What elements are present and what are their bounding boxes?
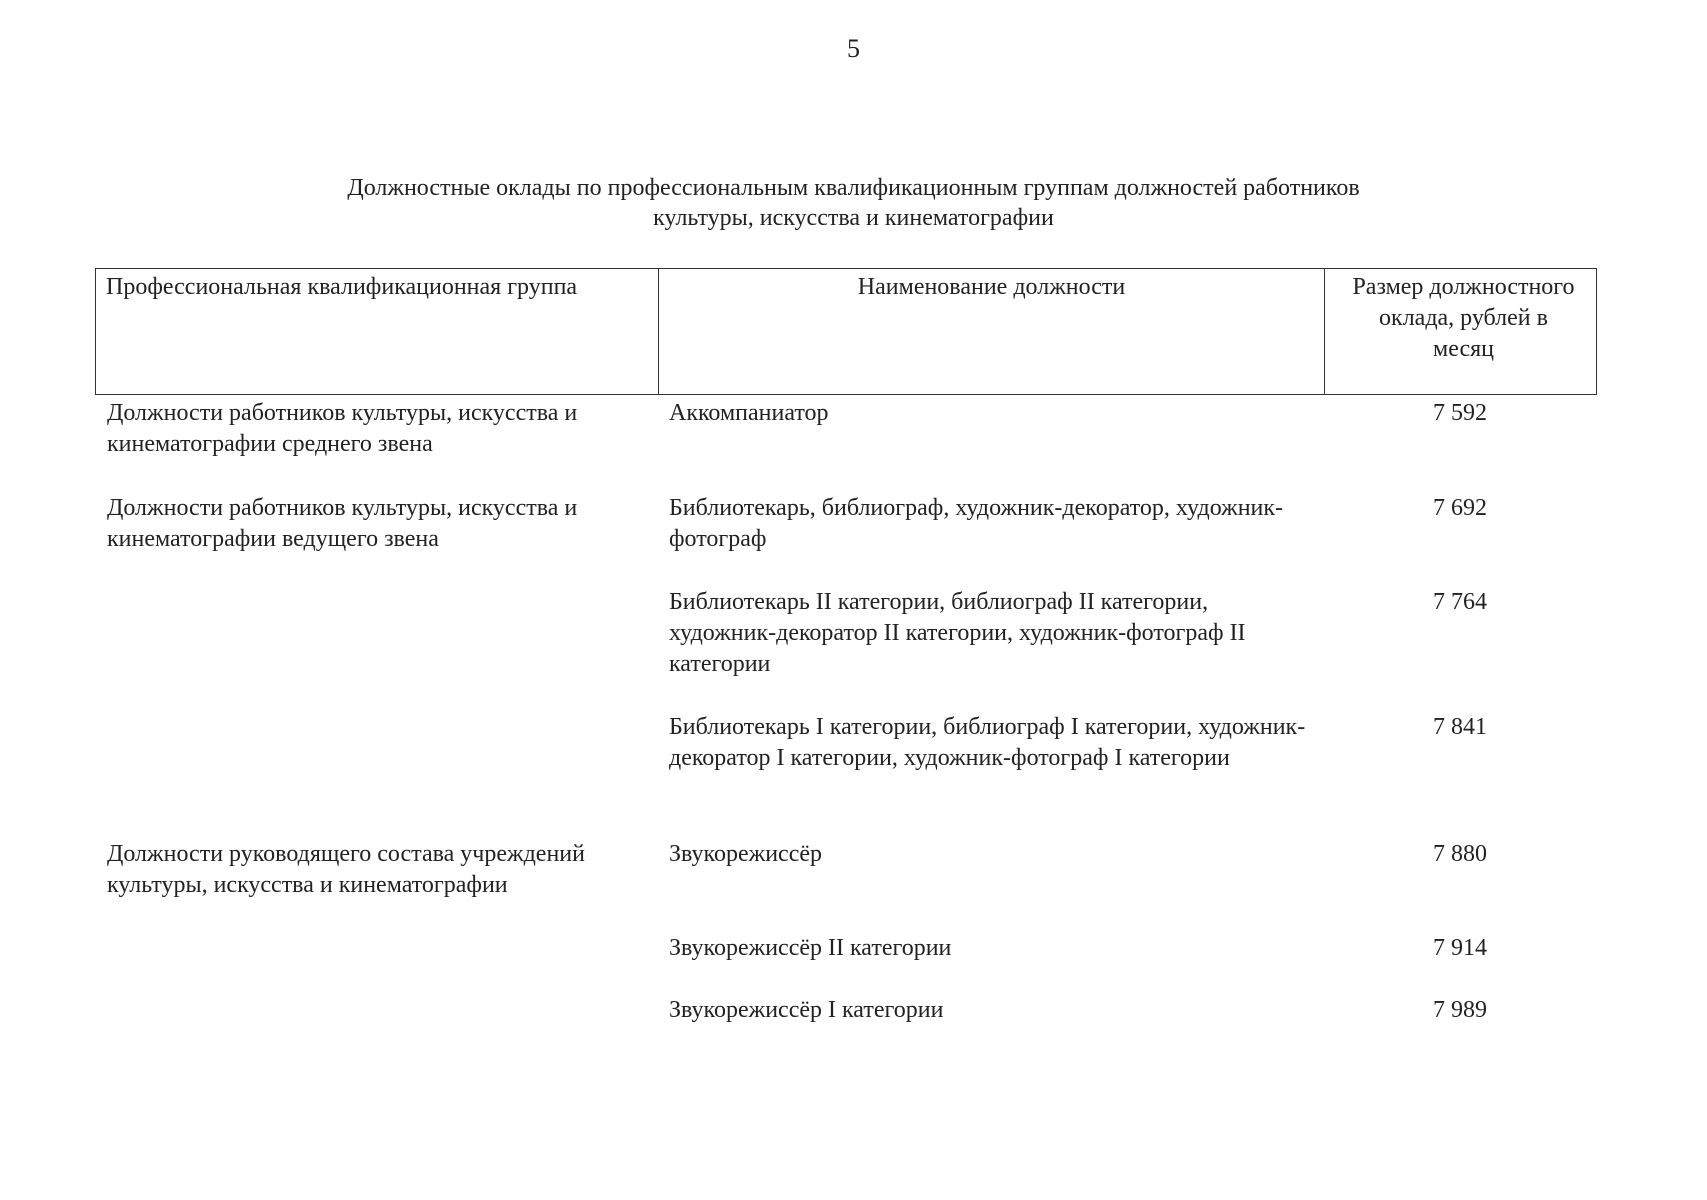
salary-value: 7 692 bbox=[1433, 495, 1487, 521]
page-number: 5 bbox=[847, 34, 860, 63]
document-title bbox=[0, 173, 1707, 233]
position-name: Аккомпаниатор bbox=[669, 400, 829, 426]
group-name: Должности работников культуры, искусства и кинематографии ведущего звена bbox=[107, 495, 578, 552]
group-name: Должности работников культуры, искусства и кинематографии среднего звена bbox=[107, 400, 578, 457]
position-name: Звукорежиссёр I категории bbox=[669, 997, 944, 1023]
salary-value: 7 592 bbox=[1433, 400, 1487, 426]
position-name: Звукорежиссёр II категории bbox=[669, 935, 952, 961]
salary-value: 7 764 bbox=[1433, 589, 1487, 615]
table-header bbox=[95, 268, 1597, 395]
position-name: Библиотекарь II категории, библиограф II категории, художник-декоратор II категории, художник-фотограф II категории bbox=[669, 589, 1246, 677]
salary-value: 7 841 bbox=[1433, 714, 1487, 740]
header-group-cell: Профессиональная квалификационная группа bbox=[96, 269, 659, 394]
document-title-line-1: Должностные оклады по профессиональным квалификационным группам должностей работников bbox=[347, 175, 1360, 201]
document-title-line-2: культуры, искусства и кинематографии bbox=[653, 205, 1054, 231]
header-salary-cell: Размер должностного оклада, рублей в месяц bbox=[1352, 274, 1575, 362]
position-name: Библиотекарь I категории, библиограф I категории, художник-декоратор I категории, художник-фотограф I категории bbox=[669, 714, 1306, 771]
salary-value: 7 880 bbox=[1433, 841, 1487, 867]
position-name: Библиотекарь, библиограф, художник-декоратор, художник-фотограф bbox=[669, 495, 1284, 552]
position-name: Звукорежиссёр bbox=[669, 841, 823, 867]
header-position-cell: Наименование должности bbox=[659, 269, 1325, 394]
salary-value: 7 914 bbox=[1433, 935, 1487, 961]
group-name: Должности руководящего состава учреждений культуры, искусства и кинематографии bbox=[107, 841, 585, 898]
salary-value: 7 989 bbox=[1433, 997, 1487, 1023]
